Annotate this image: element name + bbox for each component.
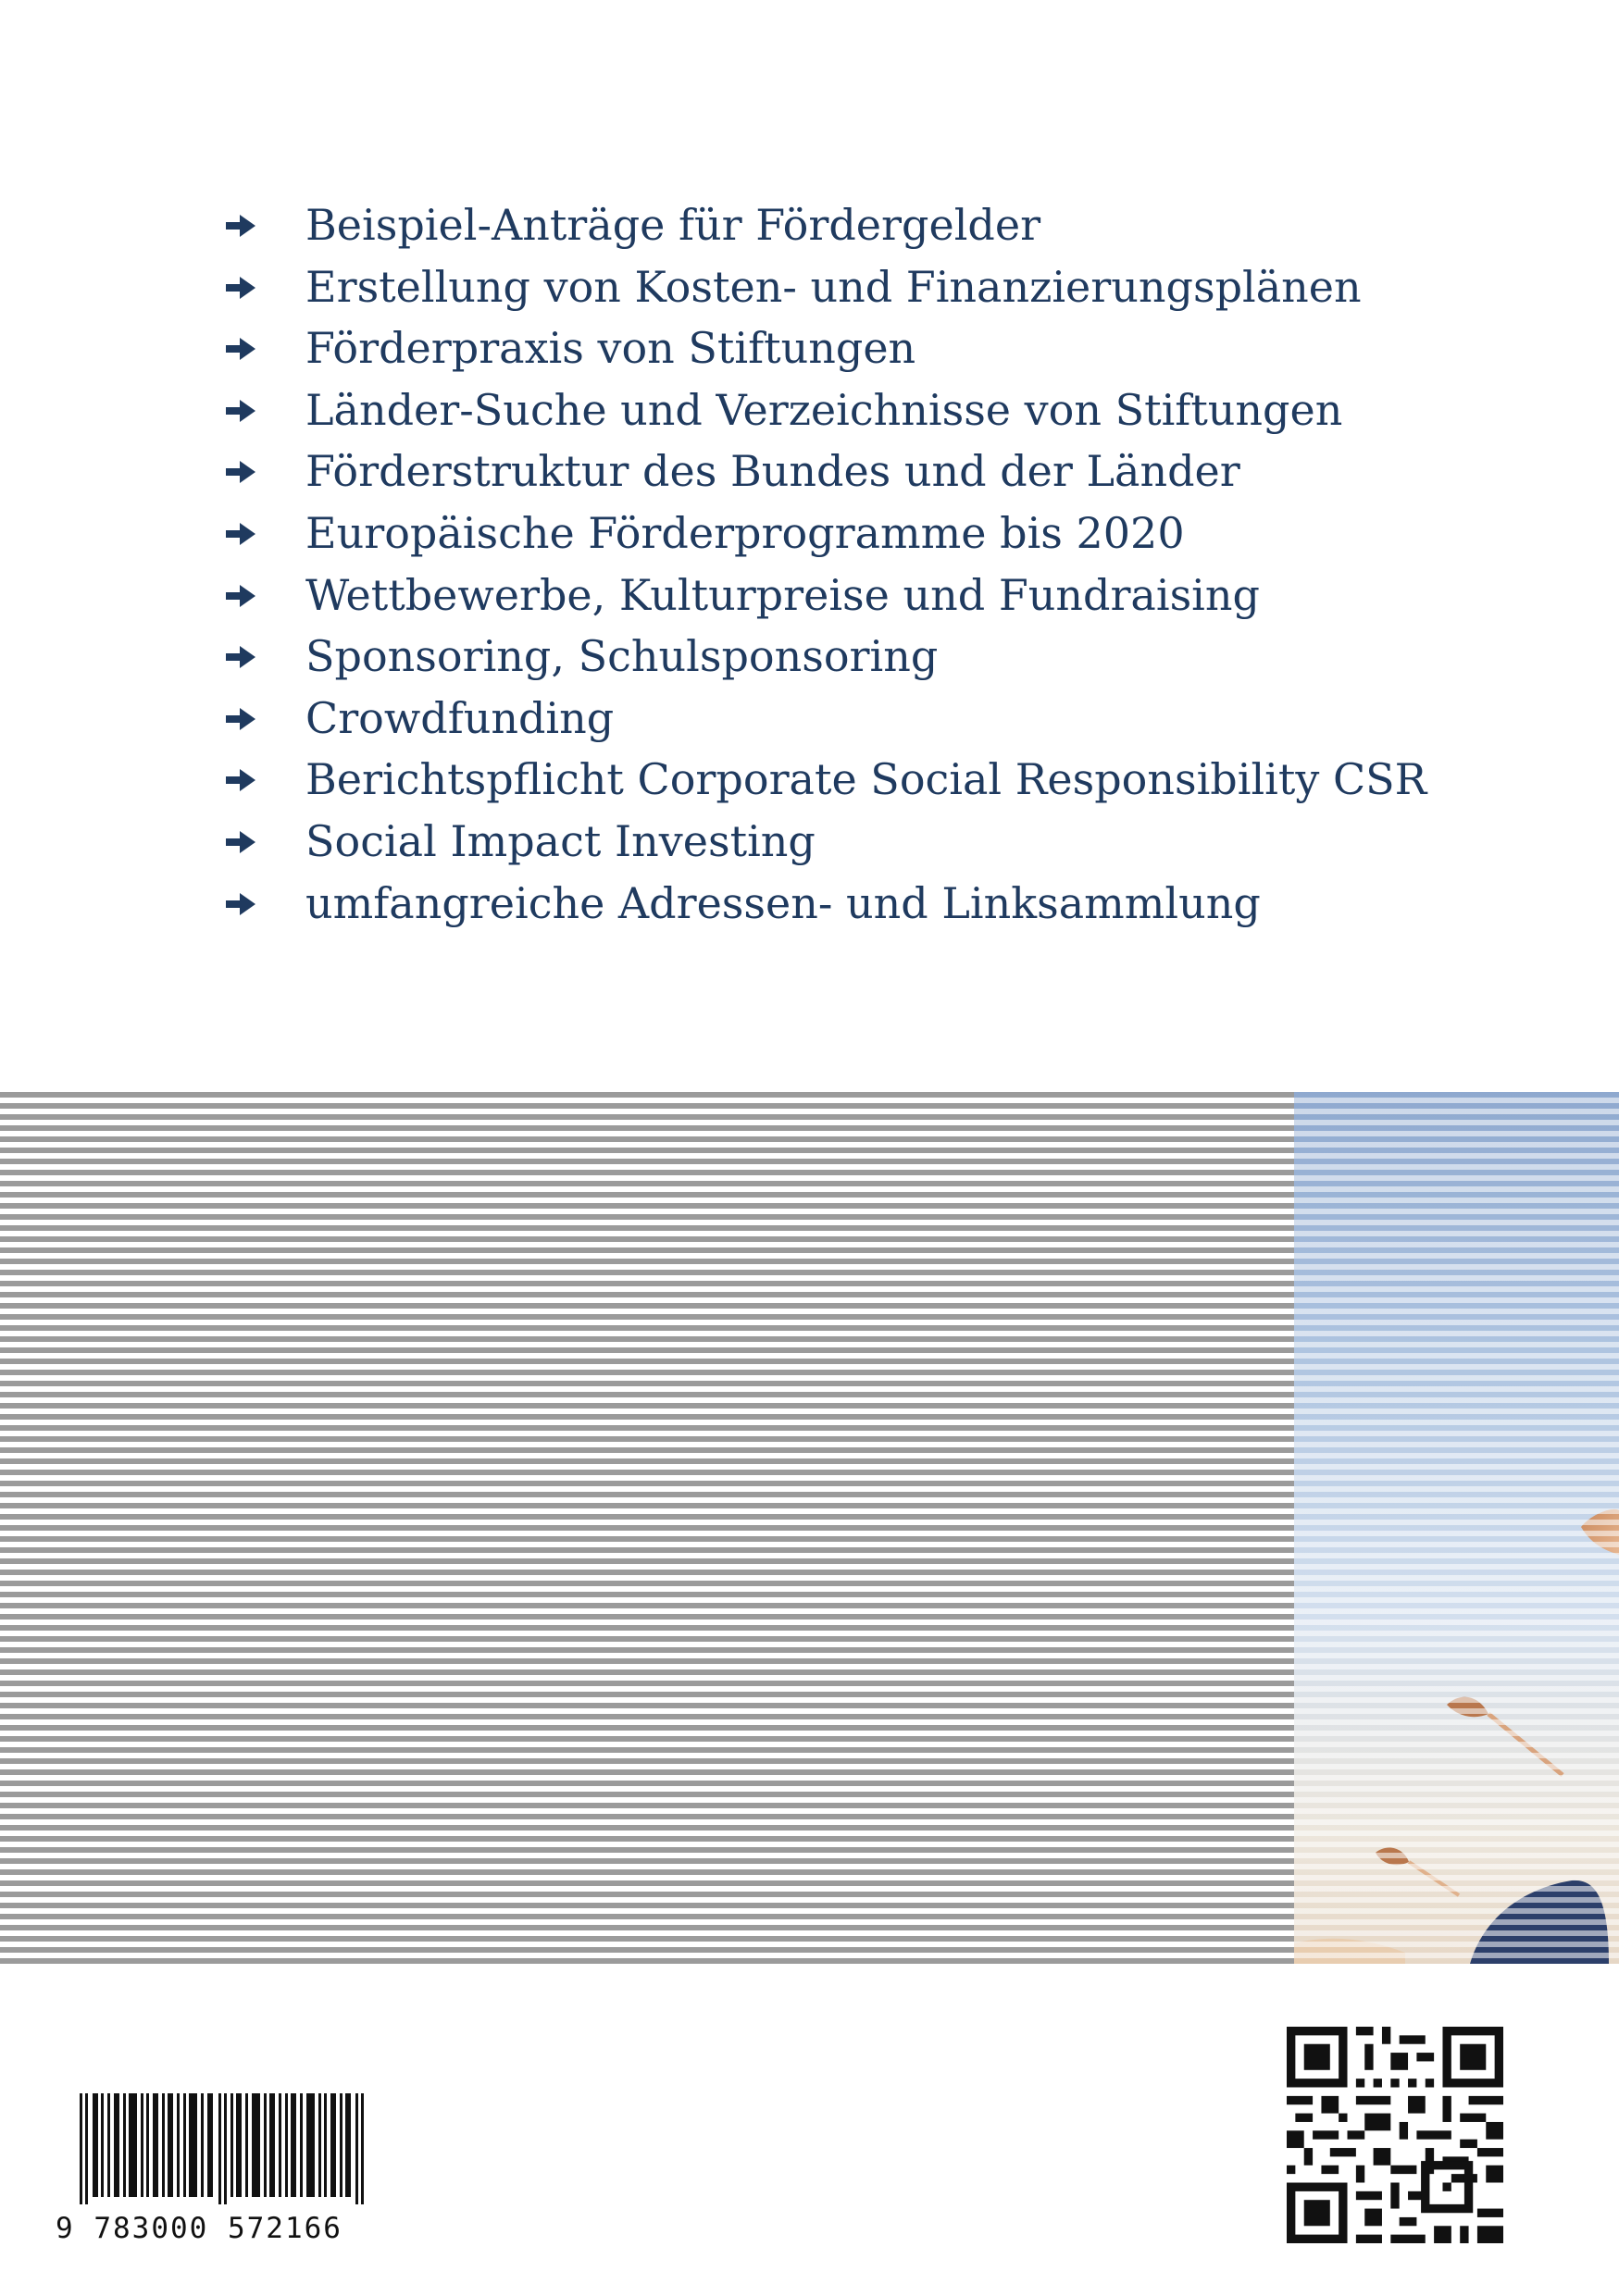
arrow-right-icon xyxy=(222,890,259,918)
feature-label: Social Impact Investing xyxy=(305,815,816,866)
feature-item xyxy=(222,688,1426,750)
feature-item xyxy=(222,194,1426,256)
photo-scanlines xyxy=(1294,1092,1619,1964)
feature-label: Länder-Suche und Verzeichnisse von Stiftungen xyxy=(305,384,1343,435)
feature-label: umfangreiche Adressen- und Linksammlung xyxy=(305,877,1261,928)
arrow-right-icon xyxy=(222,397,259,425)
feature-item xyxy=(222,565,1426,627)
barcode-bars xyxy=(80,2093,376,2204)
qr-code xyxy=(1287,2027,1503,2243)
arrow-right-icon xyxy=(222,335,259,363)
feature-item xyxy=(222,379,1426,441)
arrow-right-icon xyxy=(222,582,259,610)
feature-label: Erstellung von Kosten- und Finanzierungsplänen xyxy=(305,261,1362,312)
cover-photo xyxy=(1294,1092,1619,1964)
arrow-right-icon xyxy=(222,212,259,240)
isbn-barcode xyxy=(56,2093,389,2245)
feature-label: Wettbewerbe, Kulturpreise und Fundraising xyxy=(305,569,1260,620)
arrow-right-icon xyxy=(222,458,259,486)
feature-list xyxy=(222,194,1426,934)
feature-item xyxy=(222,811,1426,873)
feature-item xyxy=(222,256,1426,318)
feature-label: Crowdfunding xyxy=(305,692,615,743)
feature-item xyxy=(222,626,1426,688)
feature-label: Förderstruktur des Bundes und der Länder xyxy=(305,446,1240,497)
arrow-right-icon xyxy=(222,705,259,733)
feature-item xyxy=(222,873,1426,935)
feature-item xyxy=(222,749,1426,811)
feature-label: Förderpraxis von Stiftungen xyxy=(305,323,916,374)
feature-item xyxy=(222,441,1426,503)
arrow-right-icon xyxy=(222,643,259,671)
barcode-number: 9 783000 572166 xyxy=(56,2212,342,2245)
feature-item xyxy=(222,503,1426,565)
feature-label: Sponsoring, Schulsponsoring xyxy=(305,631,939,682)
arrow-right-icon xyxy=(222,274,259,302)
feature-item xyxy=(222,317,1426,379)
arrow-right-icon xyxy=(222,766,259,794)
feature-label: Beispiel-Anträge für Fördergelder xyxy=(305,200,1041,250)
arrow-right-icon xyxy=(222,520,259,548)
decorative-stripes xyxy=(0,1092,1294,1964)
arrow-right-icon xyxy=(222,828,259,856)
feature-label: Europäische Förderprogramme bis 2020 xyxy=(305,507,1185,558)
feature-label: Berichtspflicht Corporate Social Responsibility CSR xyxy=(305,754,1427,805)
